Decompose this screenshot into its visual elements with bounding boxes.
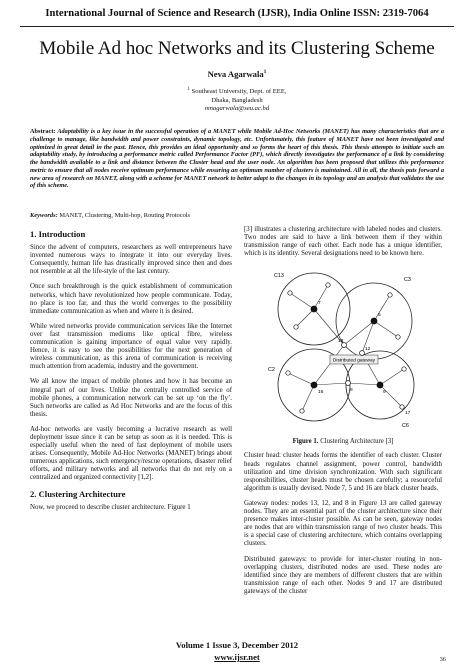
- figure-caption-text: Clustering Architecture [3]: [320, 438, 394, 446]
- footer-url-link[interactable]: www.ijsr.net: [214, 652, 260, 662]
- cluster-label-c13: C13: [274, 273, 284, 280]
- link-lines: [288, 285, 404, 411]
- affiliation-city: Dhaka, Bangladesh: [211, 96, 263, 104]
- journal-header: International Journal of Science and Research (IJSR), India Online ISSN: 2319-7064: [45, 8, 429, 19]
- abstract-text: Adaptability is a key issue in the successful operation of a MANET while Mobile Ad-Hoc Networks (MANET) has many characteristics that are a challenge to manage, like bandwidth and power constraints, dynamic topology, etc. Unfortunately, this feature of MANET have not been investigated and optimized in great detail in the past. Hence, this provides an ideal opportunity and so forms the heart of this thesis. This thesis attempts to initiate such an adaptability study, by introducing a performance metric called Performance Factor (PF), which directly investigates the performance of a link by considering the bandwidth available to a link and distance between the Cluster head and the user node. An algorithm has been proposed that utilizes this performance metric to ensure that all nodes receive optimum performance while ensuring an optimum number of clusters is maintained. All in all, the thesis puts forward a new area of research on MANET, along with a scheme for MANET network to better adapt to the changes in its topology and an analysis that validates the use of this scheme.: [30, 128, 445, 190]
- paragraph: Now, we proceed to describe cluster architecture. Figure 1: [30, 503, 191, 511]
- affiliation-dept: Southeast University, Dept. of EEE,: [191, 88, 287, 96]
- right-column: [244, 226, 442, 603]
- section-heading-clustering: 2. Clustering Architecture: [30, 488, 126, 499]
- header-rule: [20, 26, 454, 27]
- cluster-label-c2: C2: [268, 367, 275, 374]
- affiliation-dept-line: [0, 86, 474, 97]
- node-label: 13: [338, 339, 344, 345]
- footer-issue: Volume 1 Issue 3, December 2012: [175, 640, 299, 650]
- paragraph: Gateway nodes: nodes 13, 12, and 8 in Figure 13 are called gateway nodes. They are an essential part of the cluster architecture since their presence makes inter-cluster possible. As can be seen, gateway nodes are nodes that are within transmission range of two cluster heads. This is a special case of clustering architecture, which contains overlapping clusters.: [244, 499, 442, 548]
- cluster-diagram: [266, 265, 422, 435]
- author-email: mnagarwala@seu.ac.bd: [204, 105, 270, 113]
- paragraph: Cluster head: cluster heads forms the identifier of each cluster. Cluster heads regulates channel assignment, power control, bandwidth utilization and time division synchronization. With such significant responsibilities, cluster heads must be chosen carefully; a resourceful algorithm is usually devised. Node 7, 5 and 16 are black cluster heads.: [244, 452, 442, 492]
- author-sup: 1: [263, 69, 267, 76]
- gateway-label: Distributed gateway: [332, 358, 376, 364]
- author-name: Neva Agarwala: [207, 69, 264, 79]
- keywords-text: MANET, Clustering, Multi-hop, Routing Protocols: [59, 212, 191, 219]
- paragraph: Since the advent of computers, researchers as well entrepreneurs have invented numerous ways to integrate it into our everyday lives. Consequently, human life has drastically improved since then and does not resemble at all the life-style of the last century.: [30, 244, 232, 276]
- figure-caption-label: Figure 1.: [292, 438, 319, 446]
- node-label: 8: [350, 388, 353, 394]
- node-label: 7: [318, 301, 321, 307]
- keywords: [30, 212, 444, 219]
- paragraph: Ad-hoc networks are vastly becoming a lucrative research as well deployment issue since it can be setup as soon as it is needed. This is especially useful when the need of fast deployment of mobile users arises. Consequently, Mobile Ad-Hoc Networks (MANET) brings about numerous applications, such emergency/rescue operations, disaster relief efforts, and military networks and all networks that do not rely on a centralized and organized connectivity [1,2].: [30, 425, 232, 482]
- paragraph: Distributed gateways: to provide for inter-cluster routing in non-overlapping clusters, distributed nodes are used. These nodes are identified since they are members of different clusters that are within transmission range of each other. Nodes 9 and 17 are distributed gateways of the cluster: [244, 555, 442, 595]
- keywords-label: Keywords:: [30, 212, 58, 219]
- figure-caption: [244, 438, 442, 446]
- abstract-label: Abstract:: [30, 128, 56, 135]
- paragraph: Once such breakthrough is the quick establishment of communication networks, which have revolutionized how people communicate. Today, no place is too far, and thus the world converges to the possibility immediate communication as when and where it is desired.: [30, 283, 232, 315]
- node-label: 5: [378, 313, 381, 319]
- node-label: 16: [318, 390, 324, 396]
- paper-title: Mobile Ad hoc Networks and its Clustering Scheme: [39, 38, 435, 59]
- node-label: 12: [365, 347, 371, 353]
- paragraph: While wired networks provide communication services like the Internet over fast transmission mediums like optical fibre, wireless communication is gaining importance of equal value very rapidly. Hence, it is easy to see the possibilities for the next generation of wireless communication, as this arena of communication is receiving much attention from academia, industry and the government.: [30, 322, 232, 371]
- cluster-label-c3: C3: [404, 277, 411, 284]
- page-number: 36: [439, 656, 446, 663]
- figure-clustering-architecture: [244, 265, 442, 435]
- left-column: [30, 226, 232, 519]
- cluster-label-c6: C6: [402, 423, 409, 430]
- node-label: 17: [405, 411, 411, 417]
- affiliation: [0, 86, 474, 114]
- section-heading-introduction: 1. Introduction: [30, 229, 86, 239]
- author-line: [0, 69, 474, 79]
- paragraph: We all know the impact of mobile phones and how it has become an integral part of our lives. Unlike the centrally controlled service of mobile phones, a communication network can be set up ‘on the fly’. Such networks are called as Ad Hoc Networks and are the focus of this thesis.: [30, 378, 232, 418]
- node-label: 9: [383, 390, 386, 396]
- affiliation-sup: 1: [187, 87, 190, 92]
- abstract: [30, 128, 444, 190]
- paragraph: [3] illustrates a clustering architecture with labeled nodes and clusters. Two nodes are said to have a link between them if they within transmission range of each other. Each node has a unique identifier, which is its identity. Several designations need to be known here.: [244, 226, 442, 258]
